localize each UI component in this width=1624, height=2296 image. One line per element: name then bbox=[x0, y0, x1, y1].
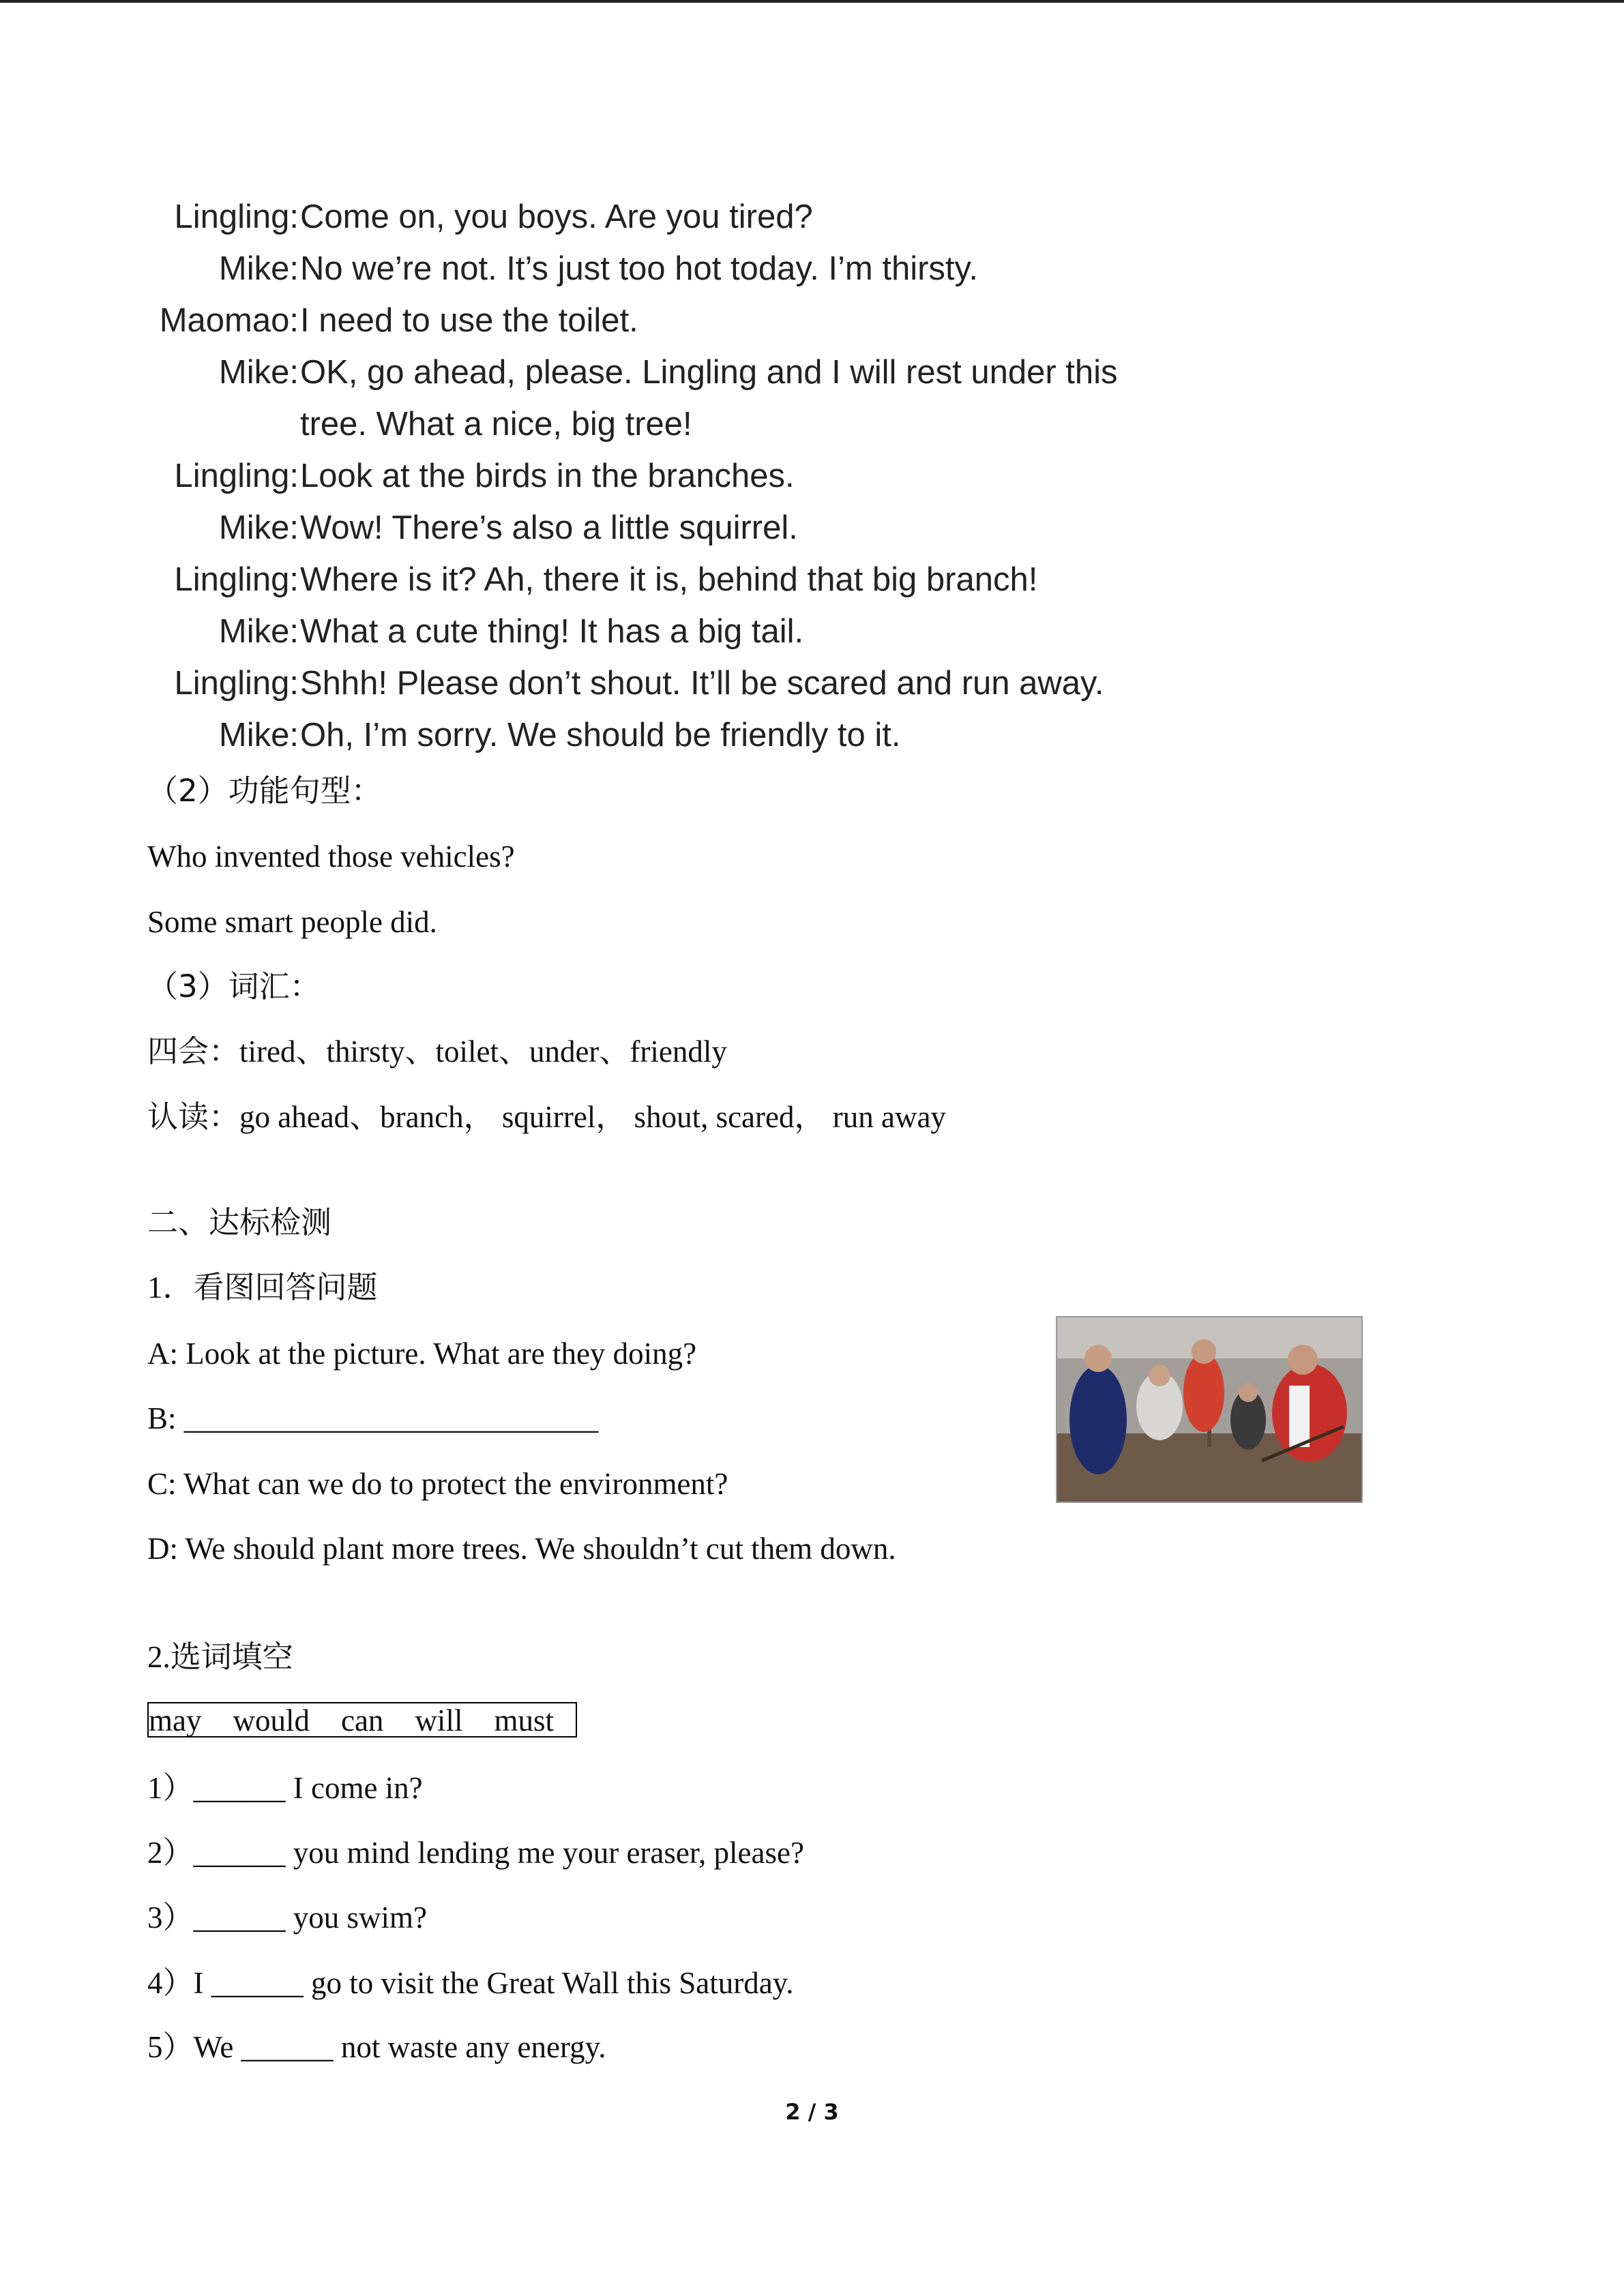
dialogue-line bbox=[0, 606, 1296, 657]
speaker: Mike: bbox=[218, 354, 299, 391]
word-option: will bbox=[415, 1703, 463, 1738]
fill-item-5: 5）We ______ not waste any energy. bbox=[147, 2030, 606, 2064]
tree-planting-photo bbox=[1056, 1316, 1363, 1503]
dialogue-line bbox=[0, 346, 1296, 398]
line-text: What a cute thing! It has a big tail. bbox=[300, 613, 804, 650]
speaker: Mike: bbox=[218, 717, 299, 754]
vocab-four-skills: 四会：tired、thirsty、toilet、under、friendly bbox=[147, 1034, 727, 1069]
dialogue-c: C: What can we do to protect the environment? bbox=[147, 1467, 728, 1501]
dialogue-d: D: We should plant more trees. We shouldn’t cut them down. bbox=[147, 1532, 896, 1566]
line-text: Come on, you boys. Are you tired? bbox=[300, 198, 813, 235]
dialogue-line bbox=[0, 243, 1296, 295]
word-option: must bbox=[494, 1703, 554, 1738]
speaker: Mike: bbox=[218, 613, 299, 650]
line-text: Wow! There’s also a little squirrel. bbox=[300, 509, 798, 546]
dialogue-line bbox=[0, 657, 1296, 709]
fill-item-4: 4）I ______ go to visit the Great Wall this Saturday. bbox=[147, 1966, 794, 2000]
fill-item-2: 2）______ you mind lending me your eraser, please? bbox=[147, 1836, 804, 1870]
line-text: tree. What a nice, big tree! bbox=[300, 406, 692, 443]
speaker: Lingling: bbox=[174, 665, 299, 702]
speaker: Mike: bbox=[218, 250, 299, 287]
fill-item-1: 1）______ I come in? bbox=[147, 1771, 423, 1805]
line-text: Shhh! Please don’t shout. It’ll be scared and run away. bbox=[300, 665, 1104, 702]
speaker: Mike: bbox=[218, 509, 299, 546]
line-text: I need to use the toilet. bbox=[300, 302, 638, 339]
dialogue-line bbox=[0, 191, 1296, 243]
word-option: may bbox=[149, 1703, 202, 1738]
functional-heading: （2）功能句型： bbox=[147, 773, 382, 809]
dialogue-line bbox=[0, 450, 1296, 502]
speaker: Lingling: bbox=[174, 198, 299, 235]
line-text: No we’re not. It’s just too hot today. I’m thirsty. bbox=[300, 250, 979, 287]
section-heading: 二、达标检测 bbox=[147, 1204, 332, 1240]
word-option: would bbox=[233, 1703, 310, 1738]
functional-sentence-1: Who invented those vehicles? bbox=[147, 839, 515, 874]
vocab-recognize: 认读：go ahead、branch， squirrel， shout, scared， run away bbox=[147, 1100, 946, 1134]
line-text: OK, go ahead, please. Lingling and I will rest under this bbox=[300, 354, 1118, 391]
page-number: 2 / 3 bbox=[785, 2099, 839, 2125]
functional-sentence-2: Some smart people did. bbox=[147, 905, 437, 939]
vocab-heading: （3）词汇： bbox=[147, 968, 321, 1004]
dialogue-line bbox=[0, 709, 1296, 761]
line-text: Where is it? Ah, there it is, behind that big branch! bbox=[300, 561, 1038, 598]
dialogue-a: A: Look at the picture. What are they doing? bbox=[147, 1337, 697, 1371]
speaker: Lingling: bbox=[174, 458, 299, 494]
line-text: Oh, I’m sorry. We should be friendly to it. bbox=[300, 717, 901, 754]
dialogue-line bbox=[0, 502, 1296, 554]
dialogue-line bbox=[0, 554, 1296, 606]
answer-b-blank: B: ___________________________ bbox=[147, 1401, 599, 1435]
dialogue-line bbox=[0, 398, 1296, 450]
speaker: Lingling: bbox=[174, 561, 299, 598]
word-bank bbox=[147, 1702, 577, 1738]
word-option: can bbox=[340, 1703, 384, 1738]
dialogue-block bbox=[0, 191, 1296, 761]
line-text: Look at the birds in the branches. bbox=[300, 458, 795, 494]
fill-item-3: 3）______ you swim? bbox=[147, 1900, 427, 1935]
question-2-heading: 2.选词填空 bbox=[147, 1640, 293, 1674]
question-1-heading: 1．看图回答问题 bbox=[147, 1270, 378, 1304]
dialogue-line bbox=[0, 295, 1296, 346]
speaker: Maomao: bbox=[159, 302, 299, 339]
page-top-border bbox=[0, 0, 1624, 3]
